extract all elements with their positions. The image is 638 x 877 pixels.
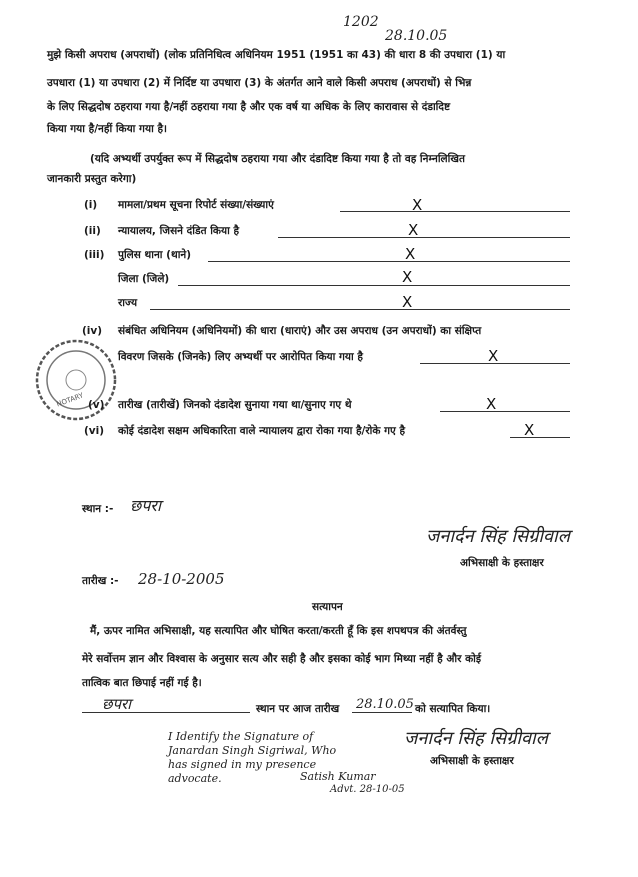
verification-line-3: तात्विक बात छिपाई नहीं गई है। bbox=[82, 677, 202, 689]
item-5-num: (v) bbox=[88, 399, 105, 411]
intro-line-1: मुझे किसी अपराध (अपराधों) (लोक प्रतिनिधित्व अधिनियम 1951 (1951 का 43) की धारा 8 की उपधारा (1) या bbox=[47, 49, 506, 61]
intro-line-4: किया गया है/नहीं किया गया है। bbox=[47, 123, 167, 135]
notary-seal bbox=[34, 338, 118, 422]
item-district-label: जिला (जिले) bbox=[118, 273, 170, 285]
deponent-signature-caption-2: अभिसाक्षी के हस्ताक्षर bbox=[430, 755, 514, 767]
intro-line-3: के लिए सिद्धदोष ठहराया गया है/नहीं ठहराया गया है और एक वर्ष या अधिक के लिए कारावास से दंडादिष्ट bbox=[47, 101, 451, 113]
identification-signer: Satish Kumar bbox=[300, 770, 376, 783]
identification-line-3: has signed in my presence bbox=[168, 758, 317, 771]
place-value: छपरा bbox=[130, 496, 161, 515]
item-3-label: पुलिस थाना (थाने) bbox=[118, 249, 192, 261]
item-state-label: राज्य bbox=[118, 297, 138, 309]
identification-line-4: advocate. bbox=[168, 772, 222, 785]
item-2-label: न्यायालय, जिसने दंडित किया है bbox=[118, 225, 240, 237]
item-2-num: (ii) bbox=[84, 225, 101, 237]
verification-end-text: को सत्यापित किया। bbox=[415, 703, 491, 715]
item-5-value: X bbox=[486, 395, 497, 413]
verification-line-2: मेरे सर्वोत्तम ज्ञान और विश्वास के अनुसार सत्य और सही है और इसका कोई भाग मिथ्या नहीं है और कोई bbox=[82, 653, 482, 665]
identification-line-2: Janardan Singh Sigriwal, Who bbox=[168, 744, 337, 757]
note-line-2: जानकारी प्रस्तुत करेगा) bbox=[47, 173, 137, 185]
deponent-signature-2: जनार्दन सिंह सिग्रीवाल bbox=[404, 728, 548, 749]
item-6-value: X bbox=[524, 421, 535, 439]
deponent-signature-caption-1: अभिसाक्षी के हस्ताक्षर bbox=[460, 557, 544, 569]
verification-date-value: 28.10.05 bbox=[356, 697, 414, 712]
verification-title: सत्यापन bbox=[312, 601, 343, 613]
top-stamp-date: 28.10.05 bbox=[385, 28, 448, 44]
intro-line-2: उपधारा (1) या उपधारा (2) में निर्दिष्ट या उपधारा (3) के अंतर्गत आने वाले किसी अपराध (अपराधों) से भिन्न bbox=[47, 77, 472, 89]
item-4-value: X bbox=[488, 347, 499, 365]
identification-date: Advt. 28-10-05 bbox=[330, 784, 405, 795]
verification-place-value: छपरा bbox=[102, 695, 132, 713]
item-6-label: कोई दंडादेश सक्षम अधिकारिता वाले न्यायालय द्वारा रोका गया है/रोके गए है bbox=[118, 425, 406, 437]
date-value: 28-10-2005 bbox=[138, 570, 225, 588]
item-1-label: मामला/प्रथम सूचना रिपोर्ट संख्या/संख्याएं bbox=[118, 199, 274, 211]
item-3-value: X bbox=[405, 245, 416, 263]
note-line-1: (यदि अभ्यर्थी उपर्युक्त रूप में सिद्धदोष ठहराया गया और दंडादिष्ट किया गया है तो वह निम्नलिखित bbox=[90, 153, 465, 165]
item-4-line-1: संबंधित अधिनियम (अधिनियमों) की धारा (धाराएं) और उस अपराध (उन अपराधों) का संक्षिप्त bbox=[118, 325, 482, 337]
verification-line-1: मैं, ऊपर नामित अभिसाक्षी, यह सत्यापित और घोषित करता/करती हूँ कि इस शपथपत्र की अंतर्वस्तु bbox=[90, 625, 467, 637]
deponent-signature-1: जनार्दन सिंह सिग्रीवाल bbox=[426, 526, 570, 547]
notary-seal-graphic bbox=[34, 338, 118, 422]
item-6-num: (vi) bbox=[84, 425, 105, 437]
item-state-value: X bbox=[402, 293, 413, 311]
item-4-line-2: विवरण जिसके (जिनके) लिए अभ्यर्थी पर आरोपित किया गया है bbox=[118, 351, 363, 363]
item-4-num: (iv) bbox=[82, 325, 103, 337]
top-stamp-number: 1202 bbox=[343, 14, 379, 30]
item-1-num: (i) bbox=[84, 199, 98, 211]
item-1-value: X bbox=[412, 196, 423, 214]
date-label: तारीख :- bbox=[82, 575, 119, 587]
item-district-value: X bbox=[402, 268, 413, 286]
item-2-value: X bbox=[408, 221, 419, 239]
notary-seal-text: NOTARY bbox=[55, 391, 85, 409]
item-5-label: तारीख (तारीखें) जिनको दंडादेश सुनाया गया था/सुनाए गए थे bbox=[118, 399, 352, 411]
place-label: स्थान :- bbox=[82, 503, 114, 515]
item-3-num: (iii) bbox=[84, 249, 105, 261]
identification-line-1: I Identify the Signature of bbox=[168, 730, 314, 743]
verification-mid-text: स्थान पर आज तारीख bbox=[256, 703, 340, 715]
